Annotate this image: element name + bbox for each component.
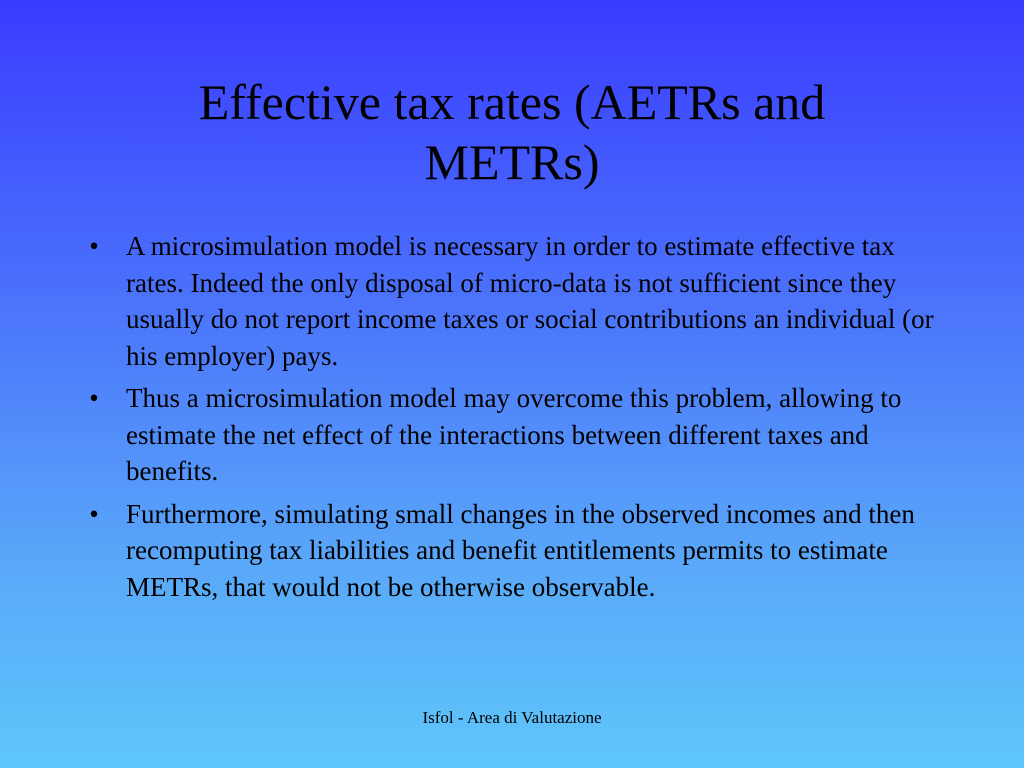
bullet-dot-icon: •: [89, 231, 99, 261]
bullet-text: A microsimulation model is necessary in order to estimate effective tax rates. Indeed the only disposal of micro-data is not sufficient since they usually do not report income taxes or social contributions an individual (or his employer) pays.: [126, 231, 934, 371]
bullet-text: Thus a microsimulation model may overcome this problem, allowing to estimate the net effect of the interactions between different taxes and benefits.: [126, 383, 902, 486]
bullet-item: [82, 380, 952, 490]
bullet-list: [82, 228, 952, 611]
slide-title: Effective tax rates (AETRs and METRs): [198, 74, 826, 190]
bullet-dot-icon: •: [89, 498, 99, 529]
bullet-item: [82, 496, 952, 606]
bullet-item: [82, 228, 952, 374]
slide-footer: Isfol - Area di Valutazione: [422, 708, 602, 727]
bullet-text: Furthermore, simulating small changes in the observed incomes and then recomputing tax liabilities and benefit entitlements permits to estimate METRs, that would not be otherwise observable.: [126, 498, 915, 602]
bullet-dot-icon: •: [89, 383, 99, 413]
